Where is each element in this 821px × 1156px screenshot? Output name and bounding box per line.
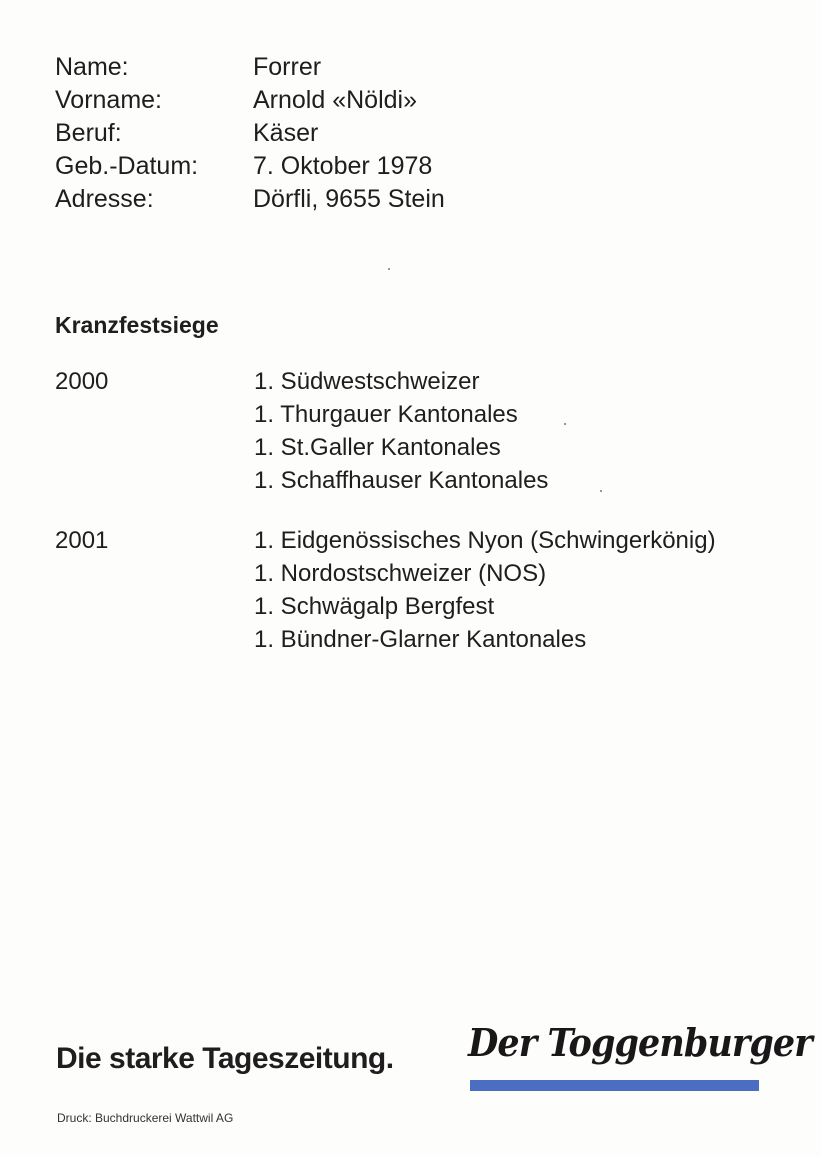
address-label: Adresse: xyxy=(55,185,154,213)
win-item: 1. Eidgenössisches Nyon (Schwingerkönig) xyxy=(254,527,716,554)
win-item: 1. Schaffhauser Kantonales xyxy=(254,467,549,494)
year-label: 2001 xyxy=(55,527,109,554)
win-item: 1. Schwägalp Bergfest xyxy=(254,593,495,620)
profession-label: Beruf: xyxy=(55,119,122,147)
logo-underline-bar xyxy=(470,1080,759,1091)
win-item: 1. St.Galler Kantonales xyxy=(254,434,501,461)
birthdate-value: 7. Oktober 1978 xyxy=(253,152,433,180)
win-item: 1. Nordostschweizer (NOS) xyxy=(254,560,547,587)
name-label: Name: xyxy=(55,53,129,81)
print-speck xyxy=(564,423,566,425)
win-item: 1. Bündner-Glarner Kantonales xyxy=(254,626,587,653)
name-value: Forrer xyxy=(253,53,322,81)
address-value: Dörfli, 9655 Stein xyxy=(253,185,445,213)
birthdate-label: Geb.-Datum: xyxy=(55,152,199,180)
printer-imprint: Druck: Buchdruckerei Wattwil AG xyxy=(57,1111,234,1125)
profession-value: Käser xyxy=(253,119,319,147)
first-name-label: Vorname: xyxy=(55,86,163,114)
logo-wordmark: Der Toggenburger xyxy=(468,1020,812,1065)
year-label: 2000 xyxy=(55,368,109,395)
print-speck xyxy=(388,268,390,270)
win-item: 1. Thurgauer Kantonales xyxy=(254,401,518,428)
win-item: 1. Südwestschweizer xyxy=(254,368,480,395)
newspaper-logo xyxy=(468,1012,812,1096)
print-speck xyxy=(600,490,602,492)
tagline: Die starke Tageszeitung. xyxy=(56,1042,394,1075)
wins-section-title: Kranzfestsiege xyxy=(55,312,219,338)
first-name-value: Arnold «Nöldi» xyxy=(253,86,417,114)
